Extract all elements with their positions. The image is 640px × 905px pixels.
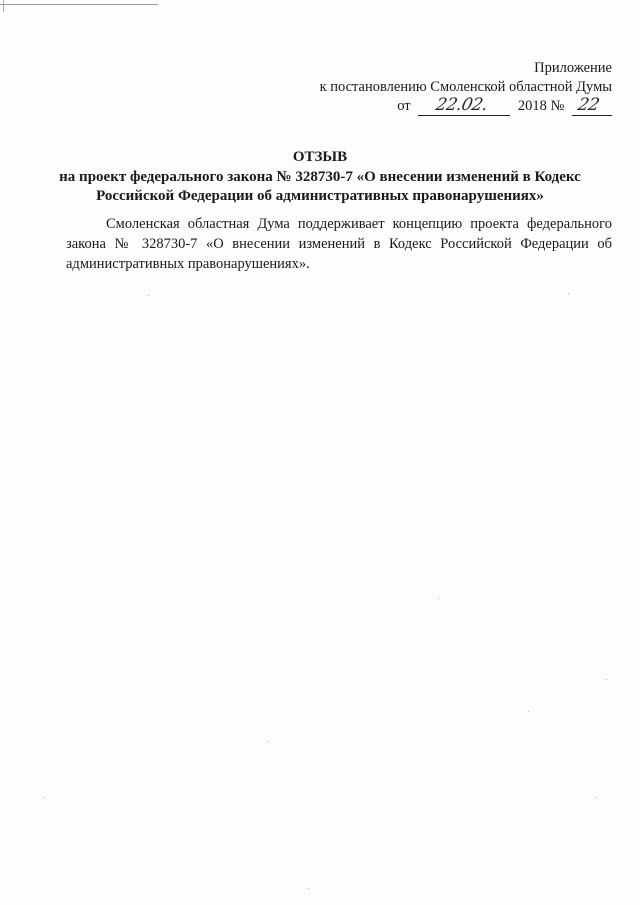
handwritten-number: 22	[575, 95, 601, 115]
title-line-3: Российской Федерации об административных правонарушениях»	[96, 188, 544, 204]
document-title	[0, 148, 640, 206]
number-blank	[572, 95, 612, 116]
year-label: 2018 №	[517, 98, 565, 114]
scan-speck	[568, 293, 569, 294]
appendix-block	[320, 59, 612, 116]
title-line-2: на проект федерального закона № 328730-7 «О внесении изменений в Кодекс	[59, 169, 581, 185]
scan-speck	[44, 797, 45, 798]
appendix-date-line	[320, 97, 612, 116]
scan-speck	[308, 888, 309, 889]
appendix-label: Приложение	[534, 60, 612, 76]
scan-speck	[148, 295, 149, 296]
body-paragraph: Смоленская областная Дума поддерживает концепцию проекта федерального закона № 328730-7 «О внесении изменений в Кодекс Российской Федерации об административных правонарушениях».	[66, 216, 612, 272]
scan-speck	[606, 679, 607, 680]
handwritten-date: 22.02.	[434, 95, 490, 115]
scan-border-tick	[3, 0, 4, 12]
appendix-resolution: к постановлению Смоленской областной Думы	[319, 79, 612, 95]
scan-speck	[268, 741, 269, 742]
scan-speck	[596, 797, 597, 798]
scan-speck	[438, 598, 439, 599]
scan-border-line	[0, 4, 158, 5]
scan-speck	[528, 711, 529, 712]
date-blank	[418, 95, 510, 116]
title-heading: ОТЗЫВ	[292, 149, 348, 165]
date-prefix: от	[397, 98, 411, 114]
